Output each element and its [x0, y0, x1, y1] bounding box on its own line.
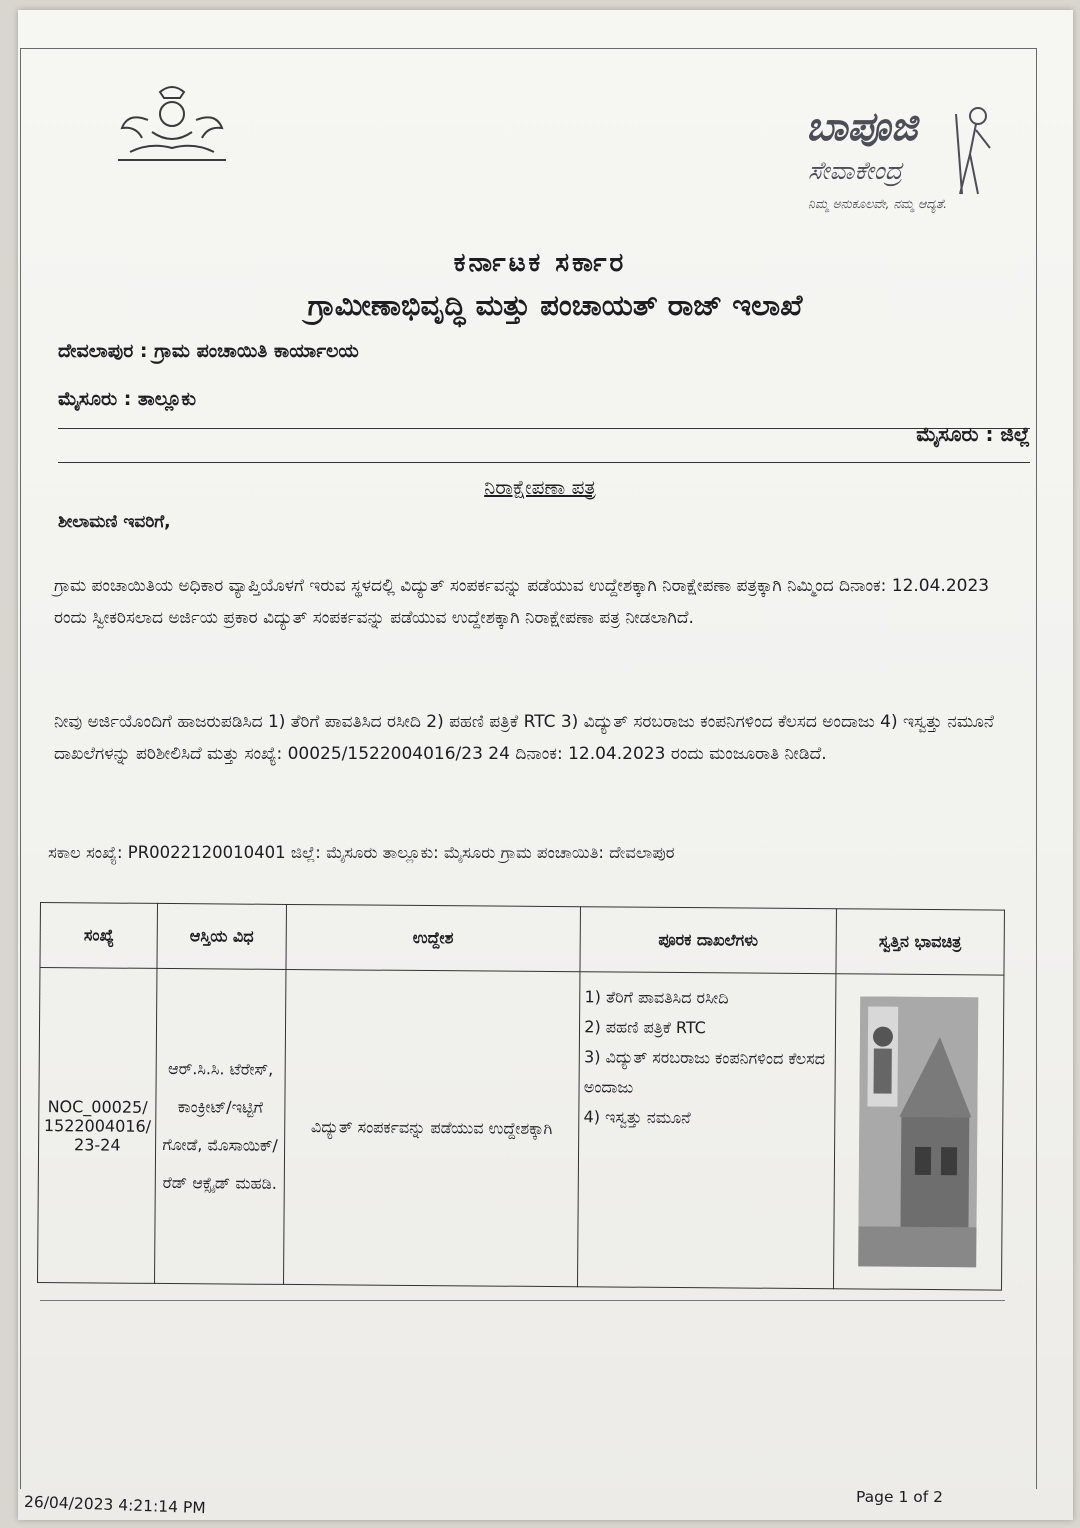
bapuji-seva-kendra-logo [796, 104, 1016, 224]
header-rule-upper [58, 428, 1030, 429]
col-property-header: ಆಸ್ತಿಯ ವಿಧ [157, 903, 286, 969]
paragraph-2: ನೀವು ಅರ್ಜಿಯೊಂದಿಗೆ ಹಾಜರುಪಡಿಸಿದ 1) ತೆರಿಗೆ ಪಾವತಿಸಿದ ರಸೀದಿ 2) ಪಹಣಿ ಪತ್ರಿಕೆ RTC 3) ವಿದ್ಯುತ್ ಸರಬರಾಜು ಕಂಪನಿಗಳಿಂದ ಕೆಲಸದ ಅಂದಾಜು 4) ಇಸ್ವತ್ತು ನಮೂನೆ ದಾಖಲೆಗಳನ್ನು ಪರಿಶೀಲಿಸಿದೆ ಮತ್ತು ಸಂಖ್ಯೆ: 00025/1522004016/23 24 ದಿನಾಂಕ: 12.04.2023 ರಂದು ಮಂಜೂರಾತಿ ನೀಡಿದೆ. [54, 712, 994, 764]
col-number-header: ಸಂಖ್ಯೆ [40, 903, 158, 969]
frame-bottom-rule [40, 1300, 1005, 1301]
col-photo-header: ಸ್ವತ್ತಿನ ಭಾವಚಿತ್ರ [836, 909, 1005, 975]
office-line: ದೇವಲಾಪುರ : ಗ್ರಾಮ ಪಂಚಾಯಿತಿ ಕಾರ್ಯಾಲಯ [58, 340, 359, 362]
col-purpose-header: ಉದ್ದೇಶ [285, 904, 580, 971]
table-header-row [40, 903, 1004, 976]
paragraph-1: ಗ್ರಾಮ ಪಂಚಾಯಿತಿಯ ಅಧಿಕಾರ ವ್ಯಾಪ್ತಿಯೊಳಗೆ ಇರುವ ಸ್ಥಳದಲ್ಲಿ ವಿದ್ಯುತ್ ಸಂಪರ್ಕವನ್ನು ಪಡೆಯುವ ಉದ್ದೇಶಕ್ಕಾಗಿ ನಿರಾಕ್ಷೇಪಣಾ ಪತ್ರಕ್ಕಾಗಿ ನಿಮ್ಮಿಂದ ದಿನಾಂಕ: 12.04.2023 ರಂದು ಸ್ವೀಕರಿಸಲಾದ ಅರ್ಜಿಯ ಪ್ರಕಾರ ವಿದ್ಯುತ್ ಸಂಪರ್ಕವನ್ನು ಪಡೆಯುವ ಉದ್ದೇಶಕ್ಕಾಗಿ ನಿರಾಕ್ಷೇಪಣಾ ಪತ್ರ ನೀಡಲಾಗಿದೆ. [54, 576, 990, 628]
property-photo-cell [833, 974, 1004, 1290]
logo-line1: ಬಾಪೂಜಿ [806, 104, 918, 150]
state-emblem-icon [112, 82, 232, 168]
letter-title: ನಿರಾಕ್ಷೇಪಣಾ ಪತ್ರ [484, 475, 596, 499]
page-number: Page 1 of 2 [856, 1488, 943, 1506]
logo-line2: ಸೇವಾಕೇಂದ್ರ [808, 156, 903, 185]
department-title: ಗ್ರಾಮೀಣಾಭಿವೃದ್ಧಿ ಮತ್ತು ಪಂಚಾಯತ್ ರಾಜ್ ಇಲಾಖೆ [307, 288, 803, 322]
purpose-cell: ವಿದ್ಯುತ್ ಸಂಪರ್ಕವನ್ನು ಪಡೆಯುವ ಉದ್ದೇಶಕ್ಕಾಗಿ [283, 969, 580, 1286]
taluk-line: ಮೈಸೂರು : ತಾಲ್ಲೂಕು [58, 388, 197, 410]
col-docs-header: ಪೂರಕ ದಾಖಲೆಗಳು [580, 907, 836, 974]
supporting-docs-cell [578, 972, 836, 1289]
print-timestamp: 26/04/2023 4:21:14 PM [23, 1492, 206, 1518]
logo-tagline: ನಿಮ್ಮ ಅನುಕೂಲವೇ, ನಮ್ಮ ಆದ್ಯತೆ. [808, 196, 948, 211]
property-type-cell: ಆರ್.ಸಿ.ಸಿ. ಟೆರೇಸ್, ಕಾಂಕ್ರೀಟ್/ಇಟ್ಟಿಗೆ ಗೋಡೆ, ಮೊಸಾಯಿಕ್/ರೆಡ್ ಆಕ್ಸೈಡ್ ಮಹಡಿ. [155, 968, 286, 1284]
table-row [38, 968, 1004, 1291]
doc-item: 3) ವಿದ್ಯುತ್ ಸರಬರಾಜು ಕಂಪನಿಗಳಿಂದ ಕೆಲಸದ ಅಂದಾಜು [583, 1047, 826, 1097]
district-line: ಮೈಸೂರು : ಜಿಲ್ಲೆ [916, 422, 1030, 446]
doc-item: 4) ಇಸ್ವತ್ತು ನಮೂನೆ [583, 1107, 691, 1128]
noc-table [37, 902, 1005, 1291]
sakala-line: ಸಕಾಲ ಸಂಖ್ಯೆ: PR0022120010401 ಜಿಲ್ಲೆ: ಮೈಸೂರು ತಾಲ್ಲೂಕು: ಮೈಸೂರು ಗ್ರಾಮ ಪಂಚಾಯಿತಿ: ದೇವಲಾಪುರ [48, 843, 675, 862]
doc-item: 1) ತೆರಿಗೆ ಪಾವತಿಸಿದ ರಸೀದಿ [584, 987, 729, 1008]
gandhi-silhouette-icon [946, 104, 1006, 199]
header-rule-lower [58, 462, 1030, 463]
government-title: ಕರ್ನಾಟಕ ಸರ್ಕಾರ [453, 248, 627, 278]
doc-item: 2) ಪಹಣಿ ಪತ್ರಿಕೆ RTC [584, 1017, 706, 1038]
noc-number-cell: NOC_00025/1522004016/23-24 [38, 968, 158, 1284]
salutation: ಶೀಲಾಮಣಿ ಇವರಿಗೆ, [58, 512, 171, 532]
property-photo [859, 996, 979, 1267]
